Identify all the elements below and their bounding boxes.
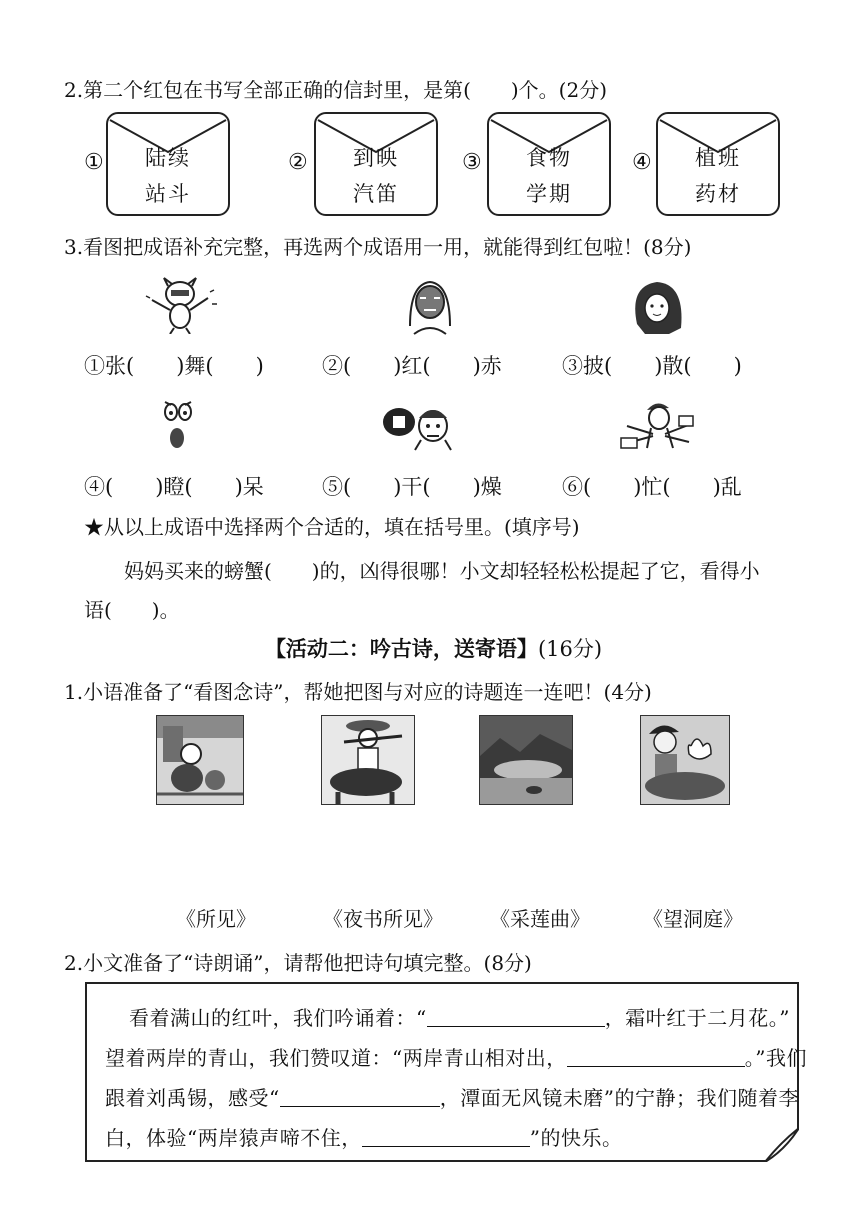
activity-2-heading (0, 633, 867, 663)
poem-title-4[interactable]: 《望洞庭》 (643, 907, 743, 931)
fill-text: 看着满山的红叶，我们吟诵着：“ (129, 1006, 427, 1030)
envelope-1[interactable] (106, 112, 230, 216)
envelope-word-1: 植班 (695, 146, 741, 170)
page-curl-icon (765, 1128, 799, 1162)
answer-blank-3[interactable] (280, 1088, 440, 1107)
envelope-word-2: 汽笛 (353, 182, 399, 206)
fill-line-1 (129, 1002, 790, 1031)
idiom-5[interactable]: ⑤( )干( )燥 (322, 475, 502, 499)
envelope-word-1: 到映 (353, 146, 399, 170)
fill-text: ，霜叶红于二月花。” (604, 1006, 790, 1030)
poem-title-1[interactable]: 《所见》 (176, 907, 256, 931)
envelope-number-3: ③ (462, 150, 482, 175)
envelope-number-2: ② (288, 150, 308, 175)
idiom-2[interactable]: ②( )红( )赤 (322, 354, 502, 378)
activity-2-score: (16分) (537, 637, 603, 661)
envelope-word-1: 食物 (526, 146, 572, 170)
poem-picture-4[interactable] (640, 715, 730, 805)
answer-blank-1[interactable] (427, 1008, 605, 1027)
question-2-title: 2.第二个红包在书写全部正确的信封里，是第( )个。(2分) (64, 78, 608, 102)
sentence-line-1[interactable]: 妈妈买来的螃蟹( )的，凶得很哪！小文却轻轻松松提起了它，看得小 (124, 559, 760, 583)
envelope-word-2: 站斗 (145, 182, 191, 206)
fill-line-4 (105, 1122, 622, 1151)
envelope-row (84, 112, 784, 216)
sentence-line-2[interactable]: 语( )。 (84, 598, 180, 622)
envelope-number-1: ① (84, 150, 104, 175)
envelope-2[interactable] (314, 112, 438, 216)
dancing-cat-picture (142, 276, 218, 334)
fill-line-2 (105, 1042, 807, 1071)
envelope-number-4: ④ (632, 150, 652, 175)
idiom-4[interactable]: ④( )瞪( )呆 (84, 475, 264, 499)
activity-2-title: 【活动二：吟古诗，送寄语】 (264, 637, 538, 661)
envelope-word-2: 学期 (526, 182, 572, 206)
surprised-face-picture (157, 398, 197, 456)
idiom-1[interactable]: ①张( )舞( ) (84, 354, 264, 378)
fill-text: ，潭面无风镜未磨”的宁静；我们随着李 (439, 1086, 799, 1110)
activity-2-question-1: 1.小语准备了“看图念诗”，帮她把图与对应的诗题连一连吧！(4分) (64, 680, 652, 704)
envelope-word-2: 药材 (695, 182, 741, 206)
star-instruction: ★从以上成语中选择两个合适的，填在括号里。(填序号) (84, 515, 580, 539)
activity-2-question-2: 2.小文准备了“诗朗诵”，请帮他把诗句填完整。(8分) (64, 951, 532, 975)
envelope-word-1: 陆续 (145, 146, 191, 170)
fill-text: 。”我们 (744, 1046, 807, 1070)
idiom-3[interactable]: ③披( )散( ) (562, 354, 742, 378)
envelope-4[interactable] (656, 112, 780, 216)
fill-text: ”的快乐。 (529, 1126, 623, 1150)
busy-woman-picture (617, 396, 697, 454)
question-3-title: 3.看图把成语补充完整，再选两个成语用一用，就能得到红包啦！(8分) (64, 235, 692, 259)
poem-title-2[interactable]: 《夜书所见》 (323, 907, 443, 931)
thirsty-boy-picture (381, 400, 457, 452)
fill-text: 白，体验“两岸猿声啼不住， (105, 1126, 362, 1150)
idiom-6[interactable]: ⑥( )忙( )乱 (562, 475, 742, 499)
fill-text: 跟着刘禹锡，感受“ (105, 1086, 280, 1110)
answer-blank-2[interactable] (567, 1048, 745, 1067)
poem-title-3[interactable]: 《采莲曲》 (490, 907, 590, 931)
poem-picture-3[interactable] (479, 715, 573, 805)
poem-fill-box (85, 982, 807, 1162)
red-faced-man-picture (400, 276, 460, 336)
poem-picture-1[interactable] (156, 715, 244, 805)
poem-picture-2[interactable] (321, 715, 415, 805)
fill-line-3 (105, 1082, 799, 1111)
fill-text: 望着两岸的青山，我们赞叹道：“两岸青山相对出， (105, 1046, 567, 1070)
long-haired-girl-picture (625, 276, 691, 338)
answer-blank-4[interactable] (362, 1128, 530, 1147)
envelope-3[interactable] (487, 112, 611, 216)
